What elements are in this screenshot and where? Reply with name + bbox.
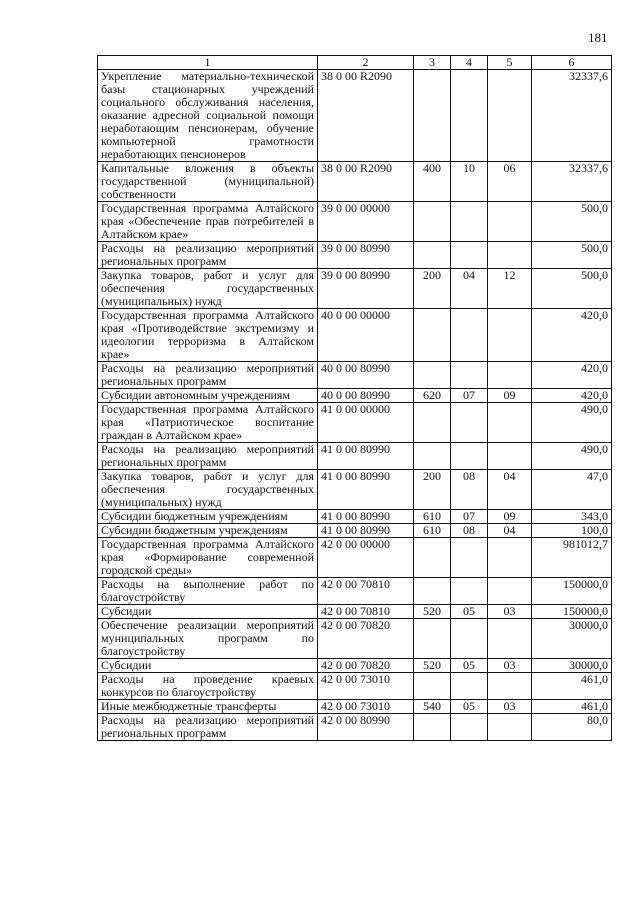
table-row	[98, 673, 612, 700]
expense-name-cell: Расходы на выполнение работ по благоустройству	[98, 578, 318, 605]
table-row	[98, 202, 612, 242]
subsection-cell	[488, 309, 532, 362]
subsection-cell	[488, 202, 532, 242]
amount-cell: 80,0	[532, 714, 612, 741]
expense-name-cell: Субсидии	[98, 659, 318, 673]
amount-cell: 461,0	[532, 700, 612, 714]
expense-name-cell: Субсидии	[98, 605, 318, 619]
table-row	[98, 309, 612, 362]
subsection-cell	[488, 714, 532, 741]
table-row	[98, 510, 612, 524]
expense-type-cell	[414, 403, 451, 443]
subsection-cell	[488, 70, 532, 162]
section-cell	[451, 538, 488, 578]
section-cell: 05	[451, 605, 488, 619]
amount-cell: 420,0	[532, 362, 612, 389]
section-cell	[451, 70, 488, 162]
target-code-cell: 42 0 00 70810	[318, 578, 414, 605]
expense-type-cell	[414, 242, 451, 269]
target-code-cell: 38 0 00 R2090	[318, 70, 414, 162]
table-row	[98, 619, 612, 659]
expense-type-cell	[414, 362, 451, 389]
amount-cell: 490,0	[532, 403, 612, 443]
section-cell	[451, 619, 488, 659]
header-row	[98, 56, 612, 70]
expense-type-cell	[414, 443, 451, 470]
target-code-cell: 42 0 00 73010	[318, 700, 414, 714]
expense-type-cell: 610	[414, 524, 451, 538]
subsection-cell	[488, 619, 532, 659]
section-cell	[451, 578, 488, 605]
target-code-cell: 40 0 00 80990	[318, 362, 414, 389]
section-cell: 04	[451, 269, 488, 309]
target-code-cell: 42 0 00 00000	[318, 538, 414, 578]
target-code-cell: 41 0 00 80990	[318, 510, 414, 524]
header-cell: 1	[98, 56, 318, 70]
subsection-cell: 12	[488, 269, 532, 309]
target-code-cell: 42 0 00 70810	[318, 605, 414, 619]
expense-type-cell	[414, 309, 451, 362]
amount-cell: 150000,0	[532, 605, 612, 619]
amount-cell: 343,0	[532, 510, 612, 524]
subsection-cell: 03	[488, 700, 532, 714]
target-code-cell: 42 0 00 73010	[318, 673, 414, 700]
expense-type-cell: 200	[414, 470, 451, 510]
amount-cell: 500,0	[532, 269, 612, 309]
table-row	[98, 700, 612, 714]
expense-type-cell: 520	[414, 659, 451, 673]
subsection-cell: 09	[488, 510, 532, 524]
target-code-cell: 40 0 00 80990	[318, 389, 414, 403]
expense-name-cell: Расходы на реализацию мероприятий региональных программ	[98, 362, 318, 389]
expense-name-cell: Расходы на реализацию мероприятий региональных программ	[98, 714, 318, 741]
expense-name-cell: Укрепление материально-технической базы стационарных учреждений социального обслуживания населения, оказание адресной социальной помощи неработающим пенсионерам, обучение компьютерной грамотности неработающих пенсионеров	[98, 70, 318, 162]
table-row	[98, 362, 612, 389]
target-code-cell: 41 0 00 00000	[318, 403, 414, 443]
subsection-cell	[488, 362, 532, 389]
subsection-cell	[488, 242, 532, 269]
section-cell: 08	[451, 524, 488, 538]
target-code-cell: 38 0 00 R2090	[318, 162, 414, 202]
expense-type-cell	[414, 673, 451, 700]
expense-type-cell	[414, 619, 451, 659]
section-cell: 10	[451, 162, 488, 202]
amount-cell: 500,0	[532, 242, 612, 269]
section-cell	[451, 362, 488, 389]
header-cell: 6	[532, 56, 612, 70]
target-code-cell: 39 0 00 80990	[318, 269, 414, 309]
table-row	[98, 162, 612, 202]
subsection-cell	[488, 538, 532, 578]
subsection-cell	[488, 443, 532, 470]
expense-name-cell: Субсидии бюджетным учреждениям	[98, 524, 318, 538]
subsection-cell	[488, 673, 532, 700]
amount-cell: 420,0	[532, 309, 612, 362]
expense-name-cell: Обеспечение реализации мероприятий муниципальных программ по благоустройству	[98, 619, 318, 659]
target-code-cell: 41 0 00 80990	[318, 524, 414, 538]
expense-type-cell	[414, 578, 451, 605]
expense-name-cell: Государственная программа Алтайского края «Формирование современной городской среды»	[98, 538, 318, 578]
section-cell	[451, 443, 488, 470]
amount-cell: 32337,6	[532, 162, 612, 202]
amount-cell: 32337,6	[532, 70, 612, 162]
amount-cell: 47,0	[532, 470, 612, 510]
expense-name-cell: Расходы на проведение краевых конкурсов по благоустройству	[98, 673, 318, 700]
expense-name-cell: Иные межбюджетные трансферты	[98, 700, 318, 714]
table-row	[98, 389, 612, 403]
section-cell	[451, 309, 488, 362]
expense-type-cell: 620	[414, 389, 451, 403]
target-code-cell: 40 0 00 00000	[318, 309, 414, 362]
table-row	[98, 269, 612, 309]
amount-cell: 490,0	[532, 443, 612, 470]
expense-type-cell: 540	[414, 700, 451, 714]
table-row	[98, 605, 612, 619]
amount-cell: 30000,0	[532, 659, 612, 673]
table-row	[98, 470, 612, 510]
section-cell	[451, 714, 488, 741]
table-row	[98, 70, 612, 162]
subsection-cell: 04	[488, 470, 532, 510]
amount-cell: 500,0	[532, 202, 612, 242]
subsection-cell	[488, 578, 532, 605]
amount-cell: 420,0	[532, 389, 612, 403]
subsection-cell: 04	[488, 524, 532, 538]
expense-name-cell: Субсидии бюджетным учреждениям	[98, 510, 318, 524]
subsection-cell: 06	[488, 162, 532, 202]
expense-type-cell	[414, 202, 451, 242]
section-cell	[451, 202, 488, 242]
expense-name-cell: Государственная программа Алтайского края «Патриотическое воспитание граждан в Алтайском крае»	[98, 403, 318, 443]
expense-name-cell: Капитальные вложения в объекты государственной (муниципальной) собственности	[98, 162, 318, 202]
table-row	[98, 714, 612, 741]
expense-name-cell: Государственная программа Алтайского края «Обеспечение прав потребителей в Алтайском крае»	[98, 202, 318, 242]
amount-cell: 981012,7	[532, 538, 612, 578]
table-row	[98, 524, 612, 538]
table-row	[98, 242, 612, 269]
amount-cell: 461,0	[532, 673, 612, 700]
amount-cell: 100,0	[532, 524, 612, 538]
expense-name-cell: Расходы на реализацию мероприятий региональных программ	[98, 242, 318, 269]
expense-name-cell: Закупка товаров, работ и услуг для обеспечения государственных (муниципальных) нужд	[98, 269, 318, 309]
subsection-cell	[488, 403, 532, 443]
header-cell: 3	[414, 56, 451, 70]
expense-type-cell: 610	[414, 510, 451, 524]
expense-type-cell: 400	[414, 162, 451, 202]
target-code-cell: 42 0 00 70820	[318, 619, 414, 659]
table-row	[98, 578, 612, 605]
section-cell: 07	[451, 510, 488, 524]
table-row	[98, 403, 612, 443]
expense-name-cell: Субсидии автономным учреждениям	[98, 389, 318, 403]
header-cell: 4	[451, 56, 488, 70]
section-cell	[451, 403, 488, 443]
subsection-cell: 03	[488, 659, 532, 673]
expense-type-cell: 200	[414, 269, 451, 309]
section-cell	[451, 242, 488, 269]
section-cell: 07	[451, 389, 488, 403]
expense-type-cell	[414, 714, 451, 741]
expense-name-cell: Расходы на реализацию мероприятий региональных программ	[98, 443, 318, 470]
section-cell	[451, 673, 488, 700]
expense-name-cell: Государственная программа Алтайского края «Противодействие экстремизму и идеологии терроризма в Алтайском крае»	[98, 309, 318, 362]
expense-type-cell: 520	[414, 605, 451, 619]
budget-table	[97, 55, 612, 741]
target-code-cell: 39 0 00 80990	[318, 242, 414, 269]
target-code-cell: 41 0 00 80990	[318, 470, 414, 510]
expense-name-cell: Закупка товаров, работ и услуг для обеспечения государственных (муниципальных) нужд	[98, 470, 318, 510]
section-cell: 05	[451, 700, 488, 714]
section-cell: 08	[451, 470, 488, 510]
header-cell: 5	[488, 56, 532, 70]
table-row	[98, 659, 612, 673]
subsection-cell: 03	[488, 605, 532, 619]
header-cell: 2	[318, 56, 414, 70]
subsection-cell: 09	[488, 389, 532, 403]
section-cell: 05	[451, 659, 488, 673]
amount-cell: 30000,0	[532, 619, 612, 659]
target-code-cell: 42 0 00 80990	[318, 714, 414, 741]
amount-cell: 150000,0	[532, 578, 612, 605]
table-row	[98, 443, 612, 470]
target-code-cell: 39 0 00 00000	[318, 202, 414, 242]
table-row	[98, 538, 612, 578]
page-number: 181	[588, 30, 608, 45]
target-code-cell: 42 0 00 70820	[318, 659, 414, 673]
target-code-cell: 41 0 00 80990	[318, 443, 414, 470]
expense-type-cell	[414, 538, 451, 578]
expense-type-cell	[414, 70, 451, 162]
